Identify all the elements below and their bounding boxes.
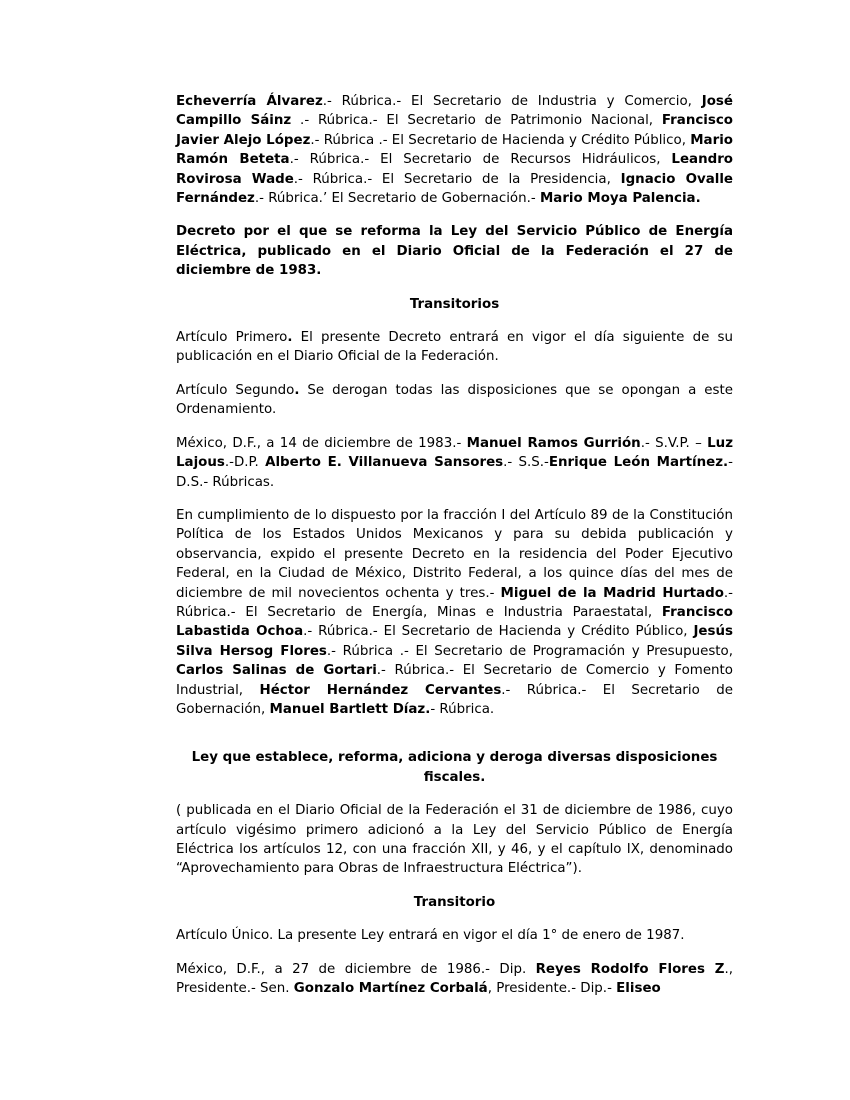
- text-run: Héctor Hernández Cervantes: [259, 682, 502, 698]
- text-run: Decreto por el que se reforma la Ley del Servicio Público de Energía Eléctrica, publicado en el Diario Oficial de la Federación el 27 de diciembre de 1983.: [176, 224, 733, 279]
- text-run: Leandro Rovirosa Wade: [176, 152, 733, 187]
- text-run: .- Rúbrica.- El Secretario de Hacienda y Crédito Público,: [303, 624, 694, 640]
- text-run: Enrique León Martínez.: [548, 455, 729, 471]
- text-run: Francisco Labastida Ochoa: [176, 604, 733, 640]
- text-run: .: [294, 382, 300, 398]
- text-run: Manuel Ramos Gurrión: [466, 435, 641, 451]
- text-run: Artículo Primero: [176, 330, 288, 346]
- heading-transitorios: [176, 295, 733, 314]
- text-run: Se derogan todas las disposiciones que se opongan a este Ordenamiento.: [176, 382, 733, 418]
- text-run: En cumplimiento de lo dispuesto por la fracción I del Artículo 89 de la Constitución Política de los Estados Unidos Mexicanos y para su debida publicación y observancia, expido el presente Decreto en la residencia del Poder Ejecutivo Federal, en la Ciudad de México, Distrito Federal, a los quince días del mes de diciembre de mil novecientos ochenta y tres.-: [176, 507, 733, 601]
- text-run: .- S.V.P. –: [640, 435, 708, 451]
- text-run: .- Rúbrica.- El Secretario de la Presidencia,: [293, 171, 621, 187]
- text-run: .- Rúbrica.- El Secretario de Energía, Minas e Industria Paraestatal,: [176, 585, 733, 620]
- firma-fecha-1983: [176, 434, 733, 492]
- articulo-primero: [176, 328, 733, 367]
- text-run: Transitorio: [413, 894, 496, 910]
- text-run: Gonzalo Martínez Corbalá: [293, 981, 488, 997]
- document-body: [176, 92, 733, 1012]
- text-run: Artículo Segundo: [176, 382, 295, 398]
- promulgacion-1983: [176, 506, 733, 719]
- text-run: Mario Moya Palencia.: [539, 191, 701, 207]
- text-run: Jesús Silva Hersog Flores: [176, 624, 733, 659]
- text-run: ., Presidente.- Sen.: [176, 961, 733, 997]
- text-run: México, D.F., a 14 de diciembre de 1983.-: [176, 435, 467, 451]
- heading-transitorio: [176, 893, 733, 912]
- text-run: Francisco Javier Alejo López: [176, 113, 733, 148]
- text-run: .-D.P.: [224, 455, 266, 471]
- text-run: .- Rúbrica.- El Secretario de Recursos Hidráulicos,: [289, 152, 672, 168]
- text-run: .- Rúbrica.’ El Secretario de Gobernación.-: [254, 191, 540, 207]
- text-run: José Campillo Sáinz: [176, 94, 733, 129]
- text-run: .- S.S.-: [503, 455, 549, 471]
- text-run: Transitorios: [409, 296, 500, 312]
- text-run: Luz Lajous: [176, 435, 733, 471]
- text-run: Alberto E. Villanueva Sansores: [265, 455, 504, 471]
- articulo-segundo: [176, 381, 733, 420]
- text-run: .- Rúbrica .- El Secretario de Programación y Presupuesto,: [326, 643, 733, 659]
- text-run: .- Rúbrica.- El Secretario de Gobernación,: [176, 682, 733, 717]
- nota-publicacion-1986: [176, 801, 733, 879]
- text-run: Manuel Bartlett Díaz.: [269, 701, 431, 717]
- text-run: .- Rúbrica.- El Secretario de Patrimonio Nacional,: [291, 113, 662, 129]
- text-run: .: [287, 330, 293, 346]
- ley-title-1986: [176, 748, 733, 787]
- text-run: - Rúbrica.: [430, 701, 495, 717]
- text-run: ( publicada en el Diario Oficial de la Federación el 31 de diciembre de 1986, cuyo artículo vigésimo primero adicionó a la Ley del Servicio Público de Energía Eléctrica los artículos 12, con una fracción XII, y 46, y el capítulo IX, denominado “Aprovechamiento para Obras de Infraestructura Eléctrica”).: [176, 803, 733, 877]
- text-run: .- Rúbrica .- El Secretario de Hacienda y Crédito Público,: [310, 132, 691, 148]
- text-run: Ignacio Ovalle Fernández: [176, 171, 734, 207]
- text-run: Artículo Único. La presente Ley entrará en vigor el día 1° de enero de 1987.: [176, 928, 685, 944]
- text-run: .- Rúbrica.- El Secretario de Industria y Comercio,: [322, 94, 702, 109]
- signatories-secretaries: [176, 92, 733, 208]
- text-run: Echeverría Álvarez: [176, 94, 323, 109]
- text-run: El presente Decreto entrará en vigor el día siguiente de su publicación en el Diario Oficial de la Federación.: [176, 330, 733, 365]
- text-run: , Presidente.- Dip.-: [487, 981, 617, 997]
- text-run: Reyes Rodolfo Flores Z: [535, 961, 725, 977]
- text-run: - D.S.- Rúbricas.: [176, 455, 733, 490]
- text-run: Ley que establece, reforma, adiciona y deroga diversas disposiciones fiscales.: [191, 750, 718, 785]
- text-run: Carlos Salinas de Gortari: [176, 663, 377, 679]
- firma-fecha-1986: [176, 960, 733, 999]
- text-run: Mario Ramón Beteta: [176, 132, 733, 168]
- decree-title-1983: [176, 222, 733, 280]
- text-run: Miguel de la Madrid Hurtado: [500, 585, 724, 601]
- articulo-unico: [176, 926, 733, 945]
- text-run: Eliseo: [616, 981, 661, 997]
- text-run: .- Rúbrica.- El Secretario de Comercio y Fomento Industrial,: [176, 663, 733, 698]
- text-run: México, D.F., a 27 de diciembre de 1986.- Dip.: [176, 961, 536, 977]
